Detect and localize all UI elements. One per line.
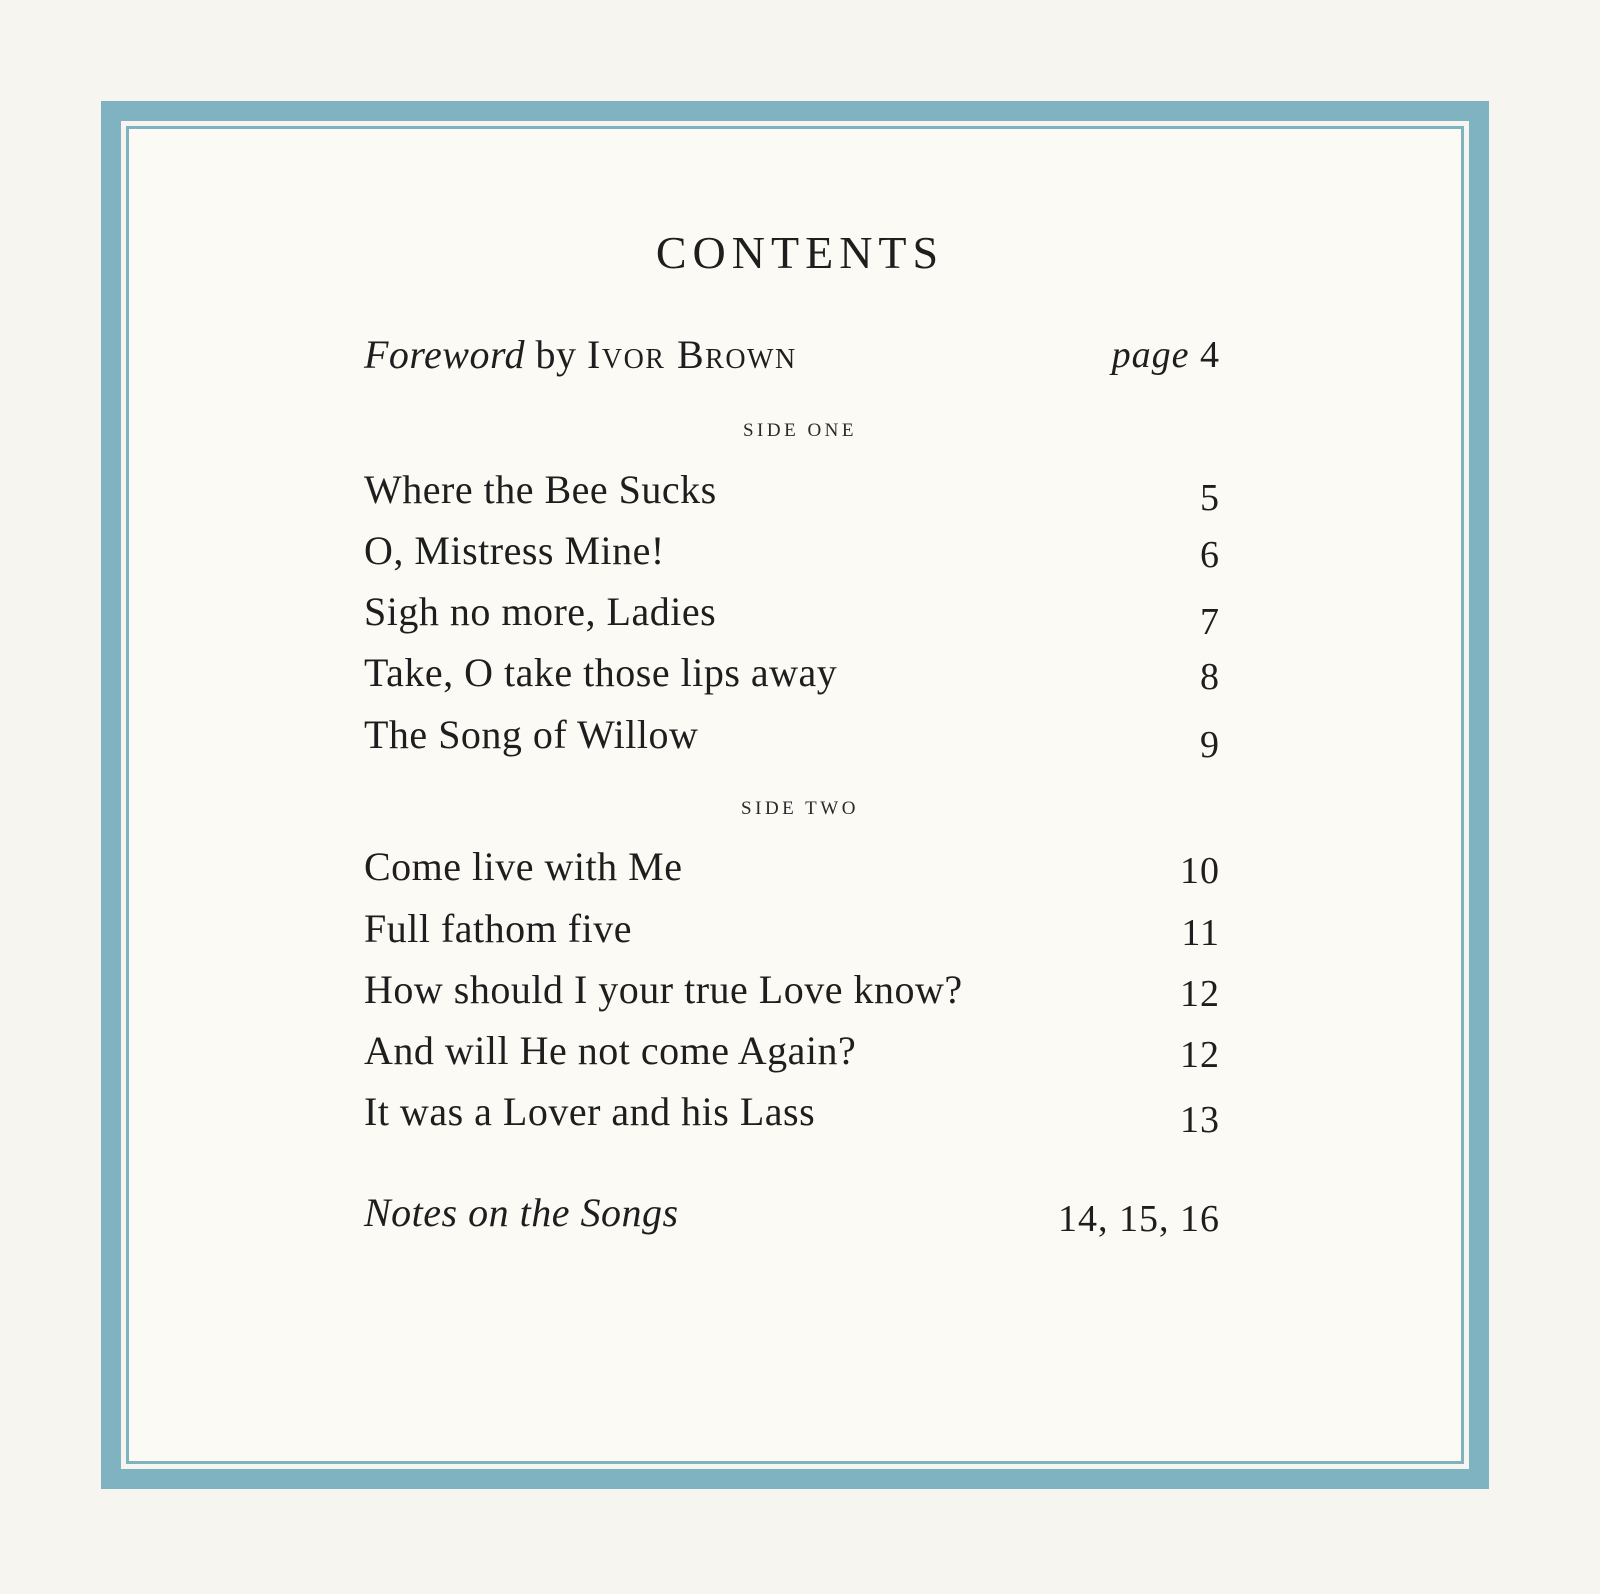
entry-page: 7 <box>1200 601 1220 643</box>
foreword-row[interactable] <box>364 330 1220 380</box>
side-two-heading-text: SIDE TWO <box>741 798 859 819</box>
notes-row[interactable] <box>364 1188 1220 1238</box>
entry-title: Take, O take those lips away <box>364 650 838 695</box>
toc-entry[interactable] <box>364 842 1220 892</box>
foreword-label <box>364 330 797 380</box>
entry-title: Where the Bee Sucks <box>364 467 717 512</box>
entry-page: 5 <box>1200 477 1220 519</box>
toc-entry[interactable] <box>364 526 1220 576</box>
page-word: page <box>1111 334 1190 376</box>
inner-border-line <box>126 126 1464 1464</box>
entry-page: 12 <box>1180 973 1220 1015</box>
toc-entry[interactable] <box>364 965 1220 1015</box>
entry-page: 11 <box>1181 912 1220 954</box>
toc-entry[interactable] <box>364 710 1220 766</box>
side-one-heading-text: SIDE ONE <box>742 420 858 441</box>
entry-title: Come live with Me <box>364 844 683 889</box>
toc-entry[interactable] <box>364 1026 1220 1076</box>
entry-page: 8 <box>1200 656 1220 698</box>
foreword-page-number: 4 <box>1200 334 1220 376</box>
entry-title: It was a Lover and his Lass <box>364 1089 816 1134</box>
entry-title: The Song of Willow <box>364 712 699 757</box>
foreword-by: by <box>535 332 577 377</box>
foreword-word: Foreword <box>364 332 526 377</box>
entry-title: How should I your true Love know? <box>364 967 963 1012</box>
entry-page: 9 <box>1200 724 1220 766</box>
toc-entry[interactable] <box>364 465 1220 519</box>
entry-page: 6 <box>1200 534 1220 576</box>
foreword-author: Ivor Brown <box>587 332 797 377</box>
side-one-heading <box>0 420 1600 442</box>
page-title: CONTENTS <box>655 227 945 278</box>
foreword-page <box>1112 330 1220 380</box>
toc-entry[interactable] <box>364 904 1220 954</box>
notes-pages: 14, 15, 16 <box>1058 1198 1220 1240</box>
side-two-heading <box>0 798 1600 820</box>
entry-page: 10 <box>1180 850 1220 892</box>
notes-title: Notes on the Songs <box>364 1190 679 1235</box>
entry-title: O, Mistress Mine! <box>364 528 665 573</box>
entry-page: 12 <box>1180 1034 1220 1076</box>
entry-page: 13 <box>1180 1099 1220 1141</box>
toc-entry[interactable] <box>364 648 1220 698</box>
toc-entry[interactable] <box>364 1087 1220 1141</box>
entry-title: Sigh no more, Ladies <box>364 589 717 634</box>
toc-entry[interactable] <box>364 587 1220 643</box>
entry-title: Full fathom five <box>364 906 632 951</box>
entry-title: And will He not come Again? <box>364 1028 857 1073</box>
